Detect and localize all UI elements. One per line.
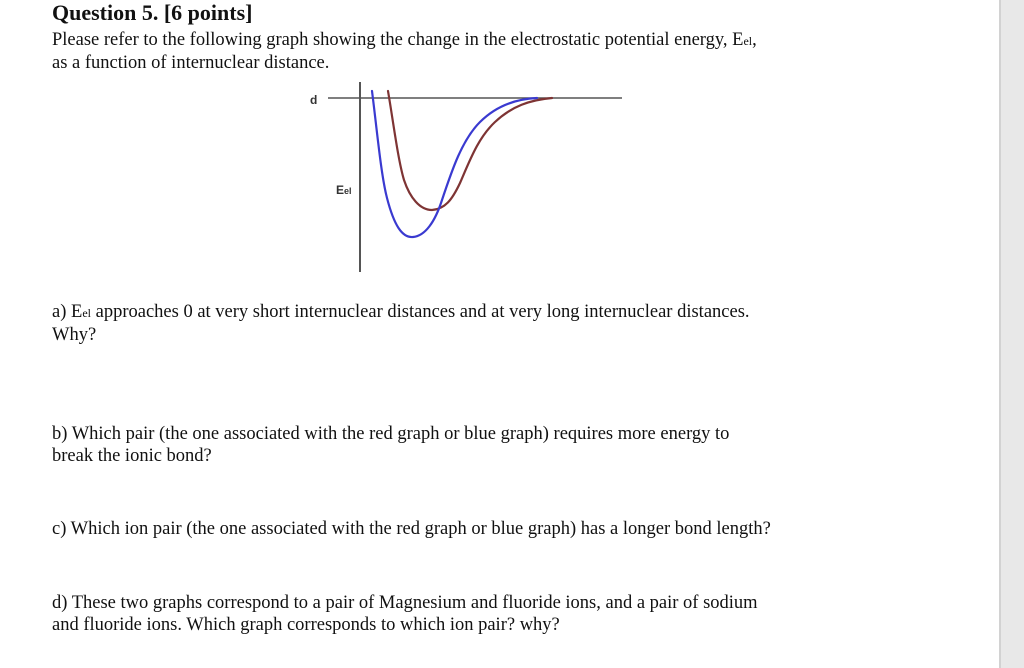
question-part-d: [52, 592, 758, 636]
blue-curve: [372, 91, 537, 237]
question-title: Question 5. [6 points]: [52, 0, 253, 25]
el-subscript: el: [82, 306, 91, 320]
scrollbar-track[interactable]: [999, 0, 1024, 668]
potential-energy-graph: [290, 80, 630, 280]
question-intro: [52, 29, 757, 74]
y-axis-label: Eel: [336, 183, 352, 197]
part-a-line-1: [52, 301, 750, 324]
intro-punct: ,: [752, 30, 757, 50]
question-part-c: [52, 518, 771, 540]
part-a-prefix: a) E: [52, 302, 83, 322]
question-part-a: [52, 301, 750, 346]
part-b-line-2: break the ionic bond?: [52, 446, 212, 466]
part-a-line-2: Why?: [52, 325, 97, 345]
red-curve: [388, 91, 552, 210]
x-axis-label: d: [310, 93, 318, 107]
intro-line-2: as a function of internuclear distance.: [52, 53, 330, 73]
part-d-line-1: d) These two graphs correspond to a pair of Magnesium and fluoride ions, and a pair of sodium: [52, 593, 758, 613]
intro-text: Please refer to the following graph showing the change in the electrostatic potential energy, E: [52, 30, 744, 50]
intro-line-1: [52, 29, 757, 52]
part-d-line-2: and fluoride ions. Which graph corresponds to which ion pair? why?: [52, 615, 560, 635]
part-a-text: approaches 0 at very short internuclear distances and at very long internuclear distances.: [90, 302, 750, 322]
el-subscript: el: [743, 34, 753, 48]
part-b-line-1: b) Which pair (the one associated with the red graph or blue graph) requires more energy to: [52, 424, 730, 444]
part-c-line-1: c) Which ion pair (the one associated with the red graph or blue graph) has a longer bond length?: [52, 519, 771, 539]
question-part-b: [52, 423, 729, 467]
